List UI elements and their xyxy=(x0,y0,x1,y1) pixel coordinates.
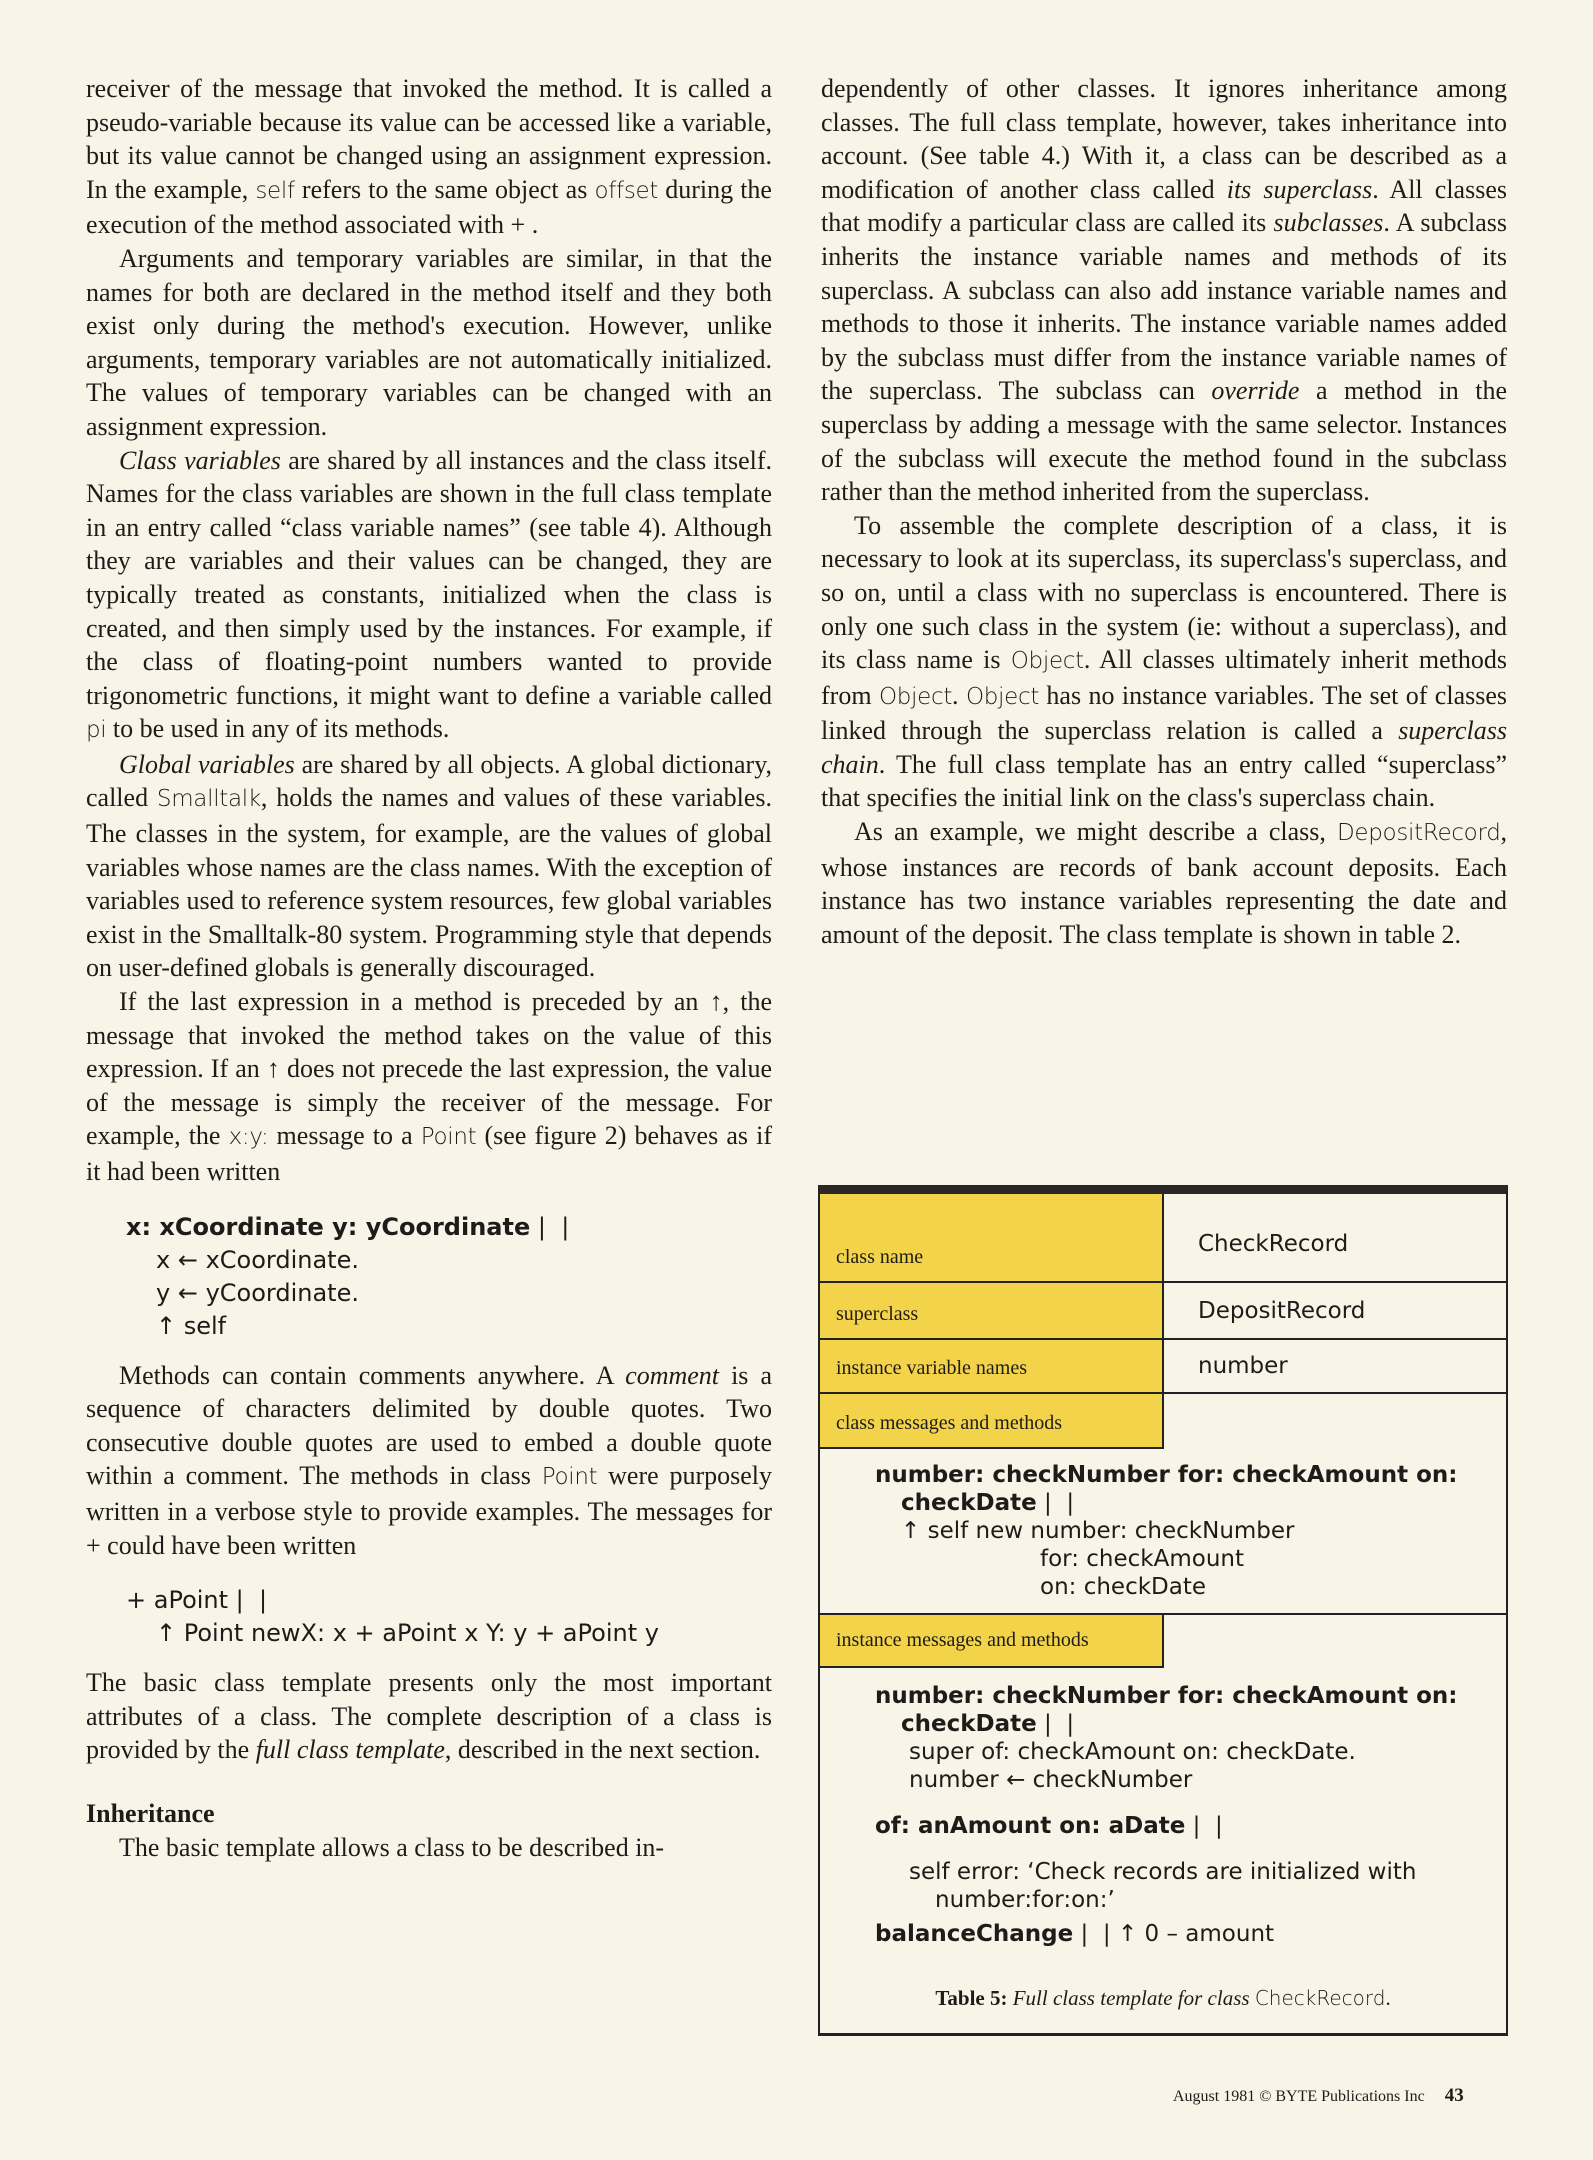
instance-methods-block: number: checkNumber for: checkAmount on: checkDate | | super of: checkAmount on: checkDate. number ← checkNumber of: anAmount on: aDate | | self error: ‘Check records are initialized with number:for:on:’ balanceChange | | ↑ 0 – amount xyxy=(875,1683,1458,1947)
right-column xyxy=(821,72,1507,951)
page-number: 43 xyxy=(1444,2085,1464,2106)
row-label: class messages and methods xyxy=(820,1394,1164,1449)
paragraph: As an example, we might describe a class, DepositRecord, whose instances are records of bank account deposits. Each instance has two instance variables representing the date and amount of the deposit. The class template is shown in table 2. xyxy=(821,817,1507,949)
table-row-class-name xyxy=(820,1194,1506,1283)
row-value: number xyxy=(1198,1353,1288,1379)
row-value xyxy=(1164,1394,1506,1449)
paragraph: receiver of the message that invoked the method. It is called a pseudo-variable because its value can be accessed like a variable, but its value cannot be changed using an assignment expression. In the example, self refers to the same object as offset during the execution of the method associated with + . xyxy=(86,74,772,240)
paragraph: Class variables are shared by all instances and the class itself. Names for the class variables are shown in the full class template in an entry called “class variable names” (see table 4). Although they are variables and their values can be changed, they are typically treated as constants, initialized when the class is created, and then simply used by the instances. For example, if the class of floating-point numbers wanted to provide trigonometric functions, it might want to define a variable called pi to be used in any of its methods. xyxy=(86,445,772,744)
row-label: superclass xyxy=(820,1283,1164,1338)
row-value: CheckRecord xyxy=(1198,1230,1349,1257)
table-row-class-messages xyxy=(820,1394,1506,1449)
footer-credit: August 1981 © BYTE Publications Inc xyxy=(1173,2088,1425,2105)
code-block-xy: x: xCoordinate y: yCoordinate | | x ← xCoordinate. y ← yCoordinate. ↑ self xyxy=(126,1212,570,1340)
paragraph: Global variables are shared by all objects. A global dictionary, called Smalltalk, holds the names and values of these variables. The classes in the system, for example, are the values of global variables whose names are the class names. With the exception of variables used to reference system resources, few global variables exist in the Smalltalk-80 system. Programming style that depends on user-defined globals is generally discouraged. xyxy=(86,749,773,983)
paragraph: If the last expression in a method is preceded by an ↑, the message that invoked the method takes on the value of this expression. If an ↑ does not precede the last expression, the value of the message is simply the receiver of the message. For example, the x:y: message to a Point (see figure 2) behaves as if it had been written xyxy=(86,987,772,1186)
table-5-full-class-template xyxy=(818,1185,1508,2036)
row-label: class name xyxy=(820,1194,1164,1281)
paragraph: The basic template allows a class to be described in- xyxy=(119,1832,665,1862)
paragraph: Methods can contain comments anywhere. A comment is a sequence of characters delimited by double quotes. Two consecutive double quotes are used to embed a double quote within a comment. The methods in class Point were purposely written in a verbose style to provide examples. The messages for + could have been written xyxy=(86,1360,772,1560)
code-block-plus: + aPoint | | ↑ Point newX: x + aPoint x Y: y + aPoint y xyxy=(126,1586,659,1648)
instance-messages-label: instance messages and methods xyxy=(820,1615,1164,1668)
table-caption: Table 5: Full class template for class CheckRecord. xyxy=(935,1986,1391,2010)
paragraph: To assemble the complete description of a class, it is necessary to look at its superclass, its superclass's superclass, and so on, until a class with no superclass is encountered. There is only one such class in the system (ie: without a superclass), and its class name is Object. All classes ultimately inherit methods from Object. Object has no instance variables. The set of classes linked through the superclass relation is called a superclass chain. The full class template has an entry called “superclass” that specifies the initial link on the class's superclass chain. xyxy=(821,510,1507,813)
left-column xyxy=(86,72,772,1864)
class-methods-block: number: checkNumber for: checkAmount on: checkDate | | ↑ self new number: checkNumber for: checkAmount on: checkDate xyxy=(820,1449,1506,1615)
page-footer xyxy=(1173,2085,1464,2107)
section-heading: Inheritance xyxy=(86,1798,215,1828)
paragraph: dependently of other classes. It ignores inheritance among classes. The full class template, however, takes inheritance into account. (See table 4.) With it, a class can be described as a modification of another class called its superclass. All classes that modify a particular class are called its subclasses. A subclass inherits the instance variable names and methods of its superclass. A subclass can also add instance variable names and methods to those it inherits. The instance variable names added by the subclass must differ from the instance variable names of the superclass. The subclass can override a method in the superclass by adding a message with the same selector. Instances of the subclass will execute the method found in the subclass rather than the method inherited from the superclass. xyxy=(821,74,1508,507)
row-label: instance variable names xyxy=(820,1340,1164,1392)
paragraph: Arguments and temporary variables are similar, in that the names for both are declared in the method itself and they both exist only during the method's execution. However, unlike arguments, temporary variables are not automatically initialized. The values of temporary variables can be changed with an assignment expression. xyxy=(86,243,772,441)
table-row-superclass xyxy=(820,1283,1506,1340)
table-row-instance-variable-names xyxy=(820,1340,1506,1394)
row-value: DepositRecord xyxy=(1198,1297,1366,1324)
paragraph: The basic class template presents only the most important attributes of a class. The complete description of a class is provided by the full class template, described in the next section. xyxy=(86,1668,772,1765)
